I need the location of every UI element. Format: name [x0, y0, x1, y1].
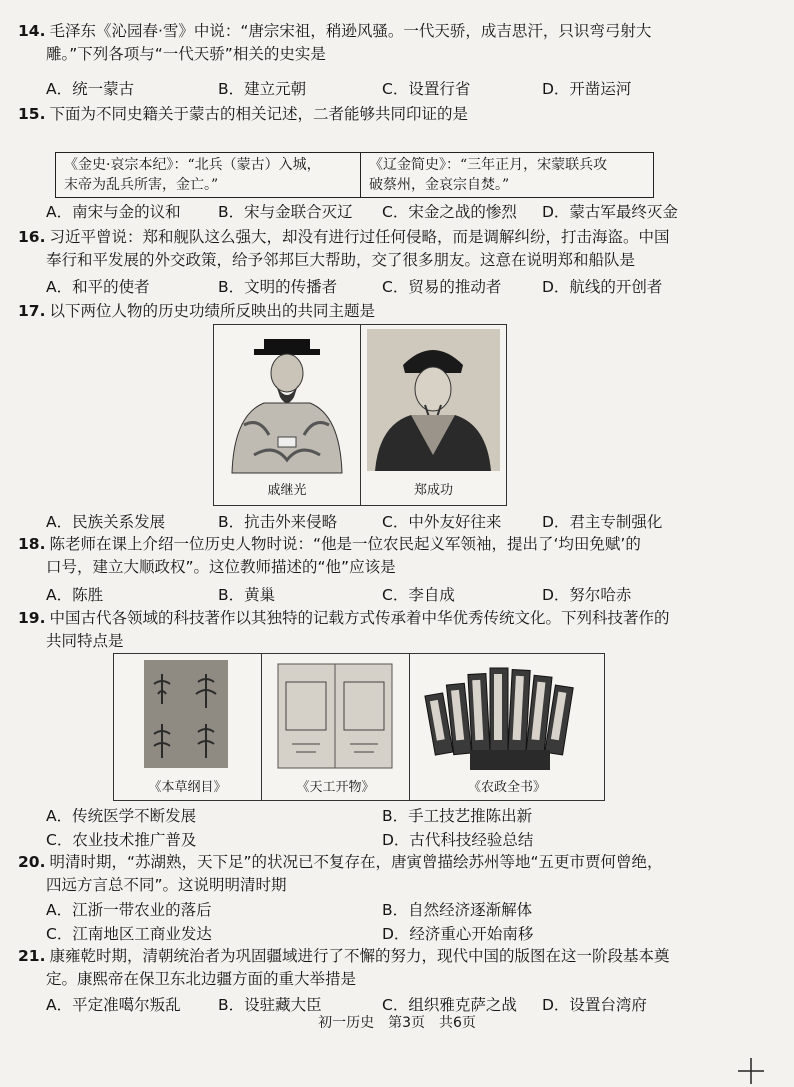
option-d[interactable]: D．航线的开创者 [542, 278, 663, 296]
question-19 [18, 607, 708, 653]
question-16 [18, 226, 708, 272]
option-d[interactable]: D．古代科技经验总结 [382, 831, 534, 849]
question-20 [18, 851, 708, 897]
option-a[interactable]: A．民族关系发展 [46, 513, 166, 531]
option-a[interactable]: A．和平的使者 [46, 278, 150, 296]
question-stem-line: 以下两位人物的历史功绩所反映出的共同主题是 [49, 302, 375, 320]
book-nongzheng [410, 654, 604, 800]
question-stem-line: 四远方言总不同”。这说明明清时期 [46, 876, 287, 894]
options-19 [46, 804, 746, 854]
option-a[interactable]: A．平定准噶尔叛乱 [46, 996, 181, 1014]
book-caption: 《本草纲目》 [148, 780, 227, 795]
portrait-zheng-chenggong [361, 325, 506, 505]
option-c[interactable]: C．李自成 [382, 586, 455, 604]
portrait-figure-icon [214, 325, 359, 475]
option-b[interactable]: B．自然经济逐渐解体 [382, 901, 533, 919]
question-18 [18, 533, 708, 579]
agriculture-books-icon [410, 654, 604, 774]
options-20 [46, 898, 746, 948]
question-stem-line: 奉行和平发展的外交政策，给予邻邦巨大帮助，交了很多朋友。这意在说明郑和船队是 [46, 251, 636, 269]
book-caption: 《天工开物》 [296, 780, 375, 795]
question-stem-line: 下面为不同史籍关于蒙古的相关记述，二者能够共同印证的是 [49, 105, 468, 123]
craft-book-icon [262, 654, 408, 774]
option-d[interactable]: D．蒙古军最终灭金 [542, 203, 678, 221]
question-stem-line: 明清时期，“苏湖熟，天下足”的状况已不复存在，唐寅曾描绘苏州等地“五更市贾何曾绝， [49, 853, 663, 871]
quote-right: 《辽金简史》：“三年正月，宋蒙联兵攻 破蔡州，金哀宗自焚。” [360, 153, 653, 197]
option-a[interactable]: A．统一蒙古 [46, 80, 135, 98]
question-number: 21. [18, 947, 46, 965]
option-a[interactable]: A．江浙一带农业的落后 [46, 901, 212, 919]
book-caption: 《农政全书》 [467, 780, 546, 795]
option-b[interactable]: B．建立元朝 [218, 80, 307, 98]
question-number: 20. [18, 853, 46, 871]
option-a[interactable]: A．南宋与金的议和 [46, 203, 181, 221]
options-16 [46, 275, 746, 297]
option-b[interactable]: B．宋与金联合灭辽 [218, 203, 353, 221]
question-number: 15. [18, 105, 46, 123]
option-d[interactable]: D．经济重心开始南移 [382, 925, 534, 943]
option-c[interactable]: C．组织雅克萨之战 [382, 996, 517, 1014]
quote-left: 《金史·哀宗本纪》：“北兵（蒙古）入城， 末帝为乱兵所害，金亡。” [64, 157, 321, 193]
quote-table [55, 152, 654, 198]
option-c[interactable]: C．中外友好往来 [382, 513, 502, 531]
option-b[interactable]: B．抗击外来侵略 [218, 513, 338, 531]
herbal-book-icon [114, 654, 260, 774]
option-b[interactable]: B．设驻藏大臣 [218, 996, 322, 1014]
question-14 [18, 20, 708, 66]
question-number: 19. [18, 609, 46, 627]
option-d[interactable]: D．设置台湾府 [542, 996, 647, 1014]
options-18 [46, 583, 746, 605]
question-stem-line: 习近平曾说：郑和舰队这么强大，却没有进行过任何侵略，而是调解纠纷，打击海盗。中国 [49, 228, 670, 246]
options-15 [46, 200, 746, 222]
option-b[interactable]: B．文明的传播者 [218, 278, 338, 296]
book-tiangong [262, 654, 410, 800]
options-14 [46, 77, 746, 99]
option-b[interactable]: B．黄巢 [218, 586, 276, 604]
books-frame [113, 653, 605, 801]
question-21 [18, 945, 708, 991]
option-b[interactable]: B．手工技艺推陈出新 [382, 807, 533, 825]
option-c[interactable]: C．宋金之战的惨烈 [382, 203, 517, 221]
question-number: 16. [18, 228, 46, 246]
question-stem-line: 共同特点是 [46, 632, 124, 650]
portrait-caption: 郑成功 [413, 483, 453, 498]
option-c[interactable]: C．江南地区工商业发达 [46, 925, 212, 943]
question-stem-line: 雕。”下列各项与“一代天骄”相关的史实是 [46, 45, 326, 63]
book-bencao [114, 654, 262, 800]
option-d[interactable]: D．开凿运河 [542, 80, 632, 98]
option-c[interactable]: C．贸易的推动者 [382, 278, 502, 296]
question-stem-line: 定。康熙帝在保卫东北边疆方面的重大举措是 [46, 970, 357, 988]
option-c[interactable]: C．农业技术推广普及 [46, 831, 197, 849]
question-number: 18. [18, 535, 46, 553]
question-number: 17. [18, 302, 46, 320]
crosshair-icon [738, 1058, 764, 1084]
question-15 [18, 103, 708, 126]
question-stem-line: 中国古代各领域的科技著作以其独特的记载方式传承着中华优秀传统文化。下列科技著作的 [49, 609, 670, 627]
page-footer: 初一历史 第3页 共6页 [318, 1015, 476, 1031]
portraits-frame [213, 324, 507, 506]
option-a[interactable]: A．传统医学不断发展 [46, 807, 197, 825]
question-17 [18, 300, 708, 323]
question-stem-line: 毛泽东《沁园春·雪》中说：“唐宗宋祖，稍逊风骚。一代天骄，成吉思汗，只识弯弓射大 [49, 22, 652, 40]
question-stem-line: 口号，建立大顺政权”。这位教师描述的“他”应该是 [46, 558, 396, 576]
portrait-caption: 戚继光 [267, 483, 307, 498]
portrait-figure-icon [361, 325, 506, 475]
question-stem-line: 陈老师在课上介绍一位历史人物时说：“他是一位农民起义军领袖，提出了‘均田免赋’的 [49, 535, 641, 553]
question-number: 14. [18, 22, 46, 40]
question-stem-line: 康雍乾时期，清朝统治者为巩固疆域进行了不懈的努力，现代中国的版图在这一阶段基本奠 [49, 947, 670, 965]
options-17 [46, 510, 746, 532]
option-d[interactable]: D．努尔哈赤 [542, 586, 632, 604]
option-a[interactable]: A．陈胜 [46, 586, 104, 604]
option-c[interactable]: C．设置行省 [382, 80, 471, 98]
option-d[interactable]: D．君主专制强化 [542, 513, 663, 531]
portrait-qi-jiguang [214, 325, 361, 505]
